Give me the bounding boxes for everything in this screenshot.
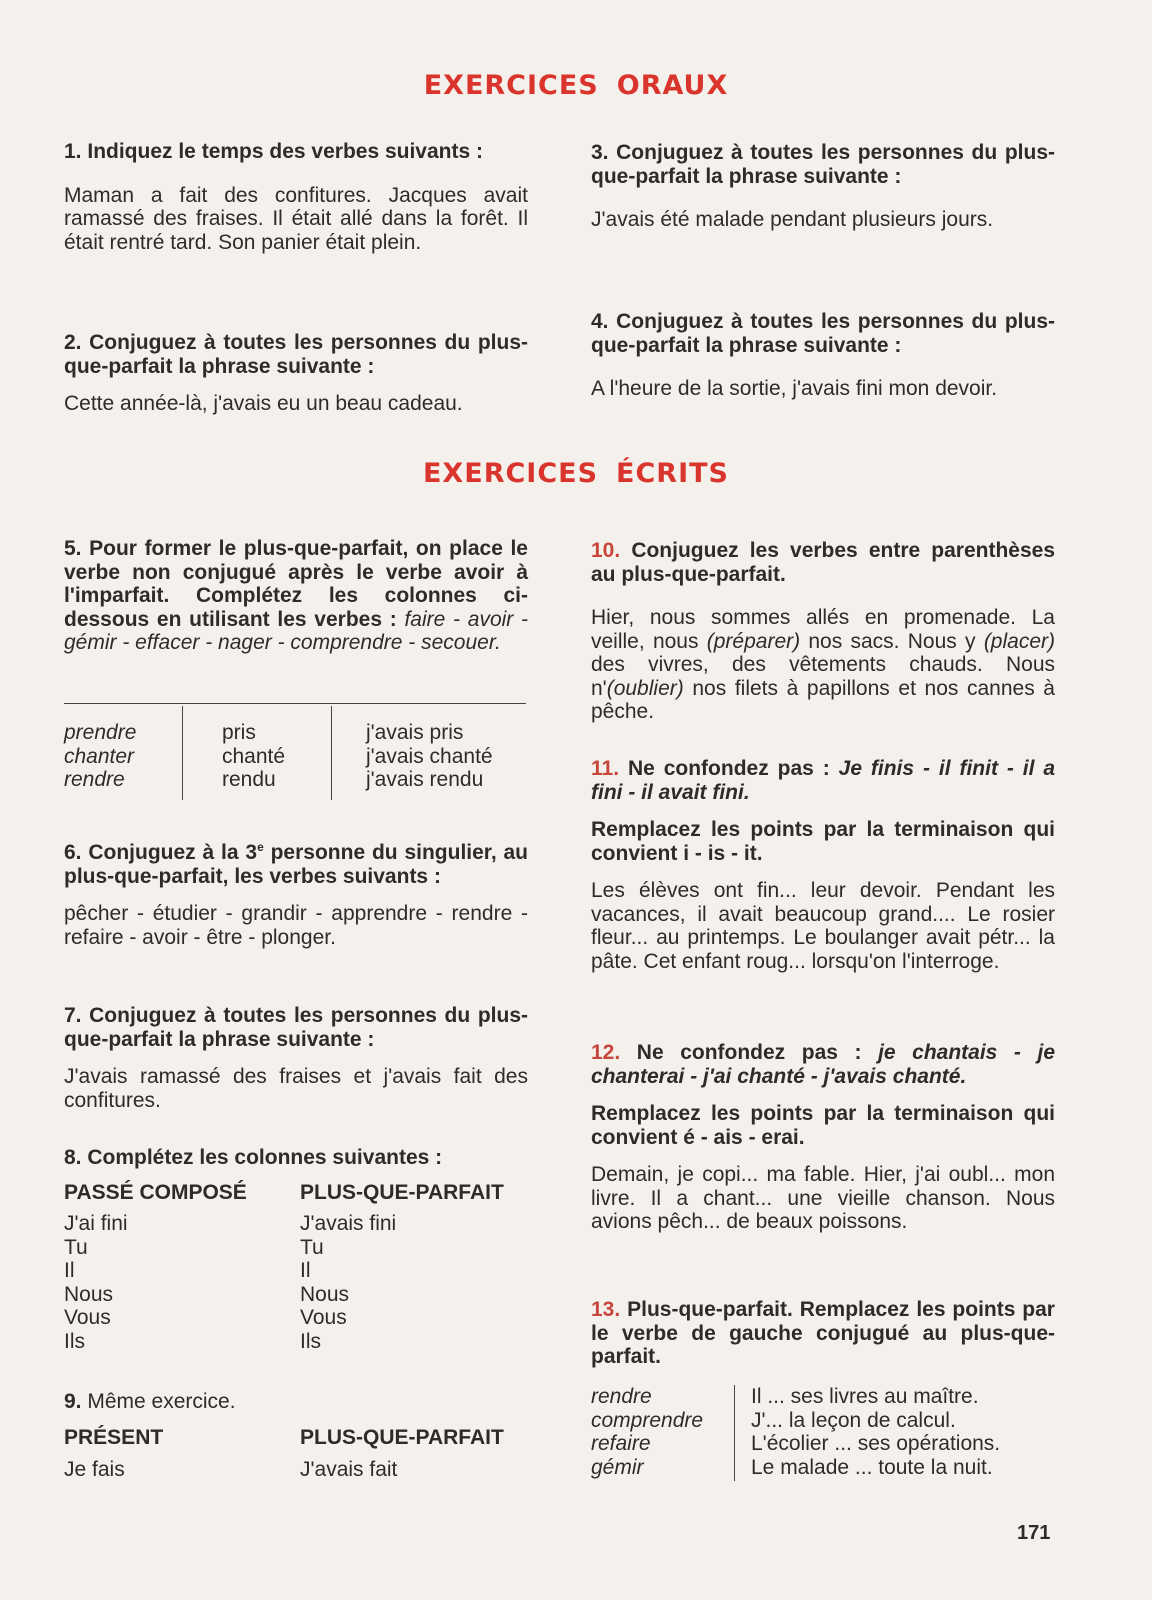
exercise-6 — [64, 836, 528, 949]
list-item: refaire — [591, 1432, 651, 1455]
heading-word: ORAUX — [616, 70, 729, 101]
exercise-title: Ne confondez pas : — [636, 1041, 862, 1064]
list-item: Tu — [64, 1235, 88, 1259]
exercise-title: Conjuguez à toutes les personnes du plus-que-parfait la phrase suivante : — [64, 331, 528, 378]
exercise-title: Conjuguez à la 3 — [88, 841, 258, 864]
text-run: des vivres, des vêtements chauds. Nous n' — [591, 653, 1055, 700]
list-item: L'écolier ... ses opérations. — [751, 1432, 1001, 1455]
exercise-number: 8. — [64, 1146, 82, 1169]
exercise-2 — [64, 331, 528, 416]
table-cell: rendu — [222, 768, 276, 791]
exercise-number: 1. — [64, 140, 82, 163]
exercise-5 — [64, 537, 528, 655]
exercise-text: Demain, je copi... ma fable. Hier, j'ai oubl... mon livre. Il a chant... une vieille chanson. Nous avions pêch... de beaux poissons. — [591, 1163, 1055, 1233]
text-run: nos sacs. Nous y — [800, 629, 984, 653]
exercise-title: Ne confondez pas : — [627, 757, 830, 780]
exercise-title: Indiquez le temps des verbes suivants : — [87, 140, 483, 163]
list-item: J'ai fini — [64, 1212, 128, 1235]
exercise-11 — [591, 757, 1055, 973]
divider — [64, 703, 526, 704]
exercise-subtitle-emphasis: i - is - it. — [683, 841, 763, 865]
list-item: rendre — [591, 1385, 652, 1408]
verb-hint: (préparer) — [706, 629, 801, 653]
exercise-text: pêcher - étudier - grandir - apprendre - rendre - refaire - avoir - être - plonger. — [64, 902, 528, 949]
exercise-title: Plus-que-parfait. Remplacez les points par le verbe de gauche conjugué au plus-que-parfait. — [591, 1298, 1055, 1368]
column-header: PLUS-QUE-PARFAIT — [300, 1181, 504, 1204]
list-item: Il ... ses livres au maître. — [751, 1385, 979, 1408]
table-cell: pris — [222, 721, 256, 744]
exercise-number: 13. — [591, 1298, 621, 1321]
exercise-number: 6. — [64, 841, 82, 864]
exercise-subtitle: Remplacez les points par la terminaison qui convient — [591, 818, 1055, 865]
exercise-text: J'avais été malade pendant plusieurs jours. — [591, 208, 994, 231]
page-number: 171 — [1017, 1522, 1051, 1544]
table-column-participles — [222, 721, 285, 792]
list-item: Il — [300, 1259, 311, 1282]
superscript: e — [257, 840, 264, 854]
list-item: Je fais — [64, 1458, 125, 1481]
verb-column — [591, 1385, 703, 1479]
list-item: J'avais fait — [300, 1458, 398, 1481]
exercise-number: 11. — [591, 757, 620, 780]
exercise-text — [591, 606, 1055, 724]
list-item: Vous — [64, 1306, 111, 1329]
exercise-subtitle-emphasis: é - ais - erai. — [683, 1125, 805, 1149]
exercise-text: A l'heure de la sortie, j'avais fini mon devoir. — [591, 377, 998, 400]
exercise-number: 12. — [591, 1041, 621, 1064]
verb-hint: (placer) — [983, 629, 1055, 653]
exercise-number: 2. — [64, 331, 82, 354]
list-item: comprendre — [591, 1408, 704, 1432]
heading-exercices-oraux — [0, 70, 1152, 101]
exercise-title: Même exercice. — [87, 1390, 236, 1413]
exercise-number: 4. — [591, 310, 609, 333]
exercise-number: 7. — [64, 1004, 82, 1027]
exercise-number: 10. — [591, 539, 621, 562]
column-header: PLUS-QUE-PARFAIT — [300, 1426, 504, 1449]
exercise-title-emphasis: je chantais - je chanterai - j'ai chanté - j'avais chanté. — [591, 1041, 1055, 1088]
exercise-title: Pour former le plus-que-parfait, on place le verbe non conjugué après le verbe avoir à l'imparfait. Complétez les colonnes ci-dessous en utilisant les verbes : — [64, 537, 528, 631]
list-item: Le malade ... toute la nuit. — [751, 1455, 993, 1479]
table-cell: j'avais chanté — [366, 744, 493, 768]
exercise-title-emphasis: Je finis - il finit - il a fini - il avait fini. — [591, 757, 1056, 804]
divider — [734, 1385, 735, 1481]
exercise-1 — [64, 140, 528, 254]
heading-word: ÉCRITS — [616, 458, 730, 489]
exercise-text: Cette année-là, j'avais eu un beau cadeau. — [64, 392, 463, 415]
text-run: Hier, nous sommes allés en promenade. La veille, nous — [591, 606, 1055, 653]
exercise-title: Conjuguez à toutes les personnes du plus-que-parfait la phrase suivante : — [591, 141, 1055, 188]
table-cell: prendre — [64, 721, 137, 744]
exercise-text: Maman a fait des confitures. Jacques avait ramassé des fraises. Il était allé dans la forêt. Il était rentré tard. Son panier était plein. — [64, 183, 528, 254]
table-cell: chanté — [222, 744, 286, 768]
exercise-12 — [591, 1041, 1055, 1234]
divider — [182, 706, 183, 800]
heading-word: EXERCICES — [423, 70, 599, 101]
exercise-title: personne du singulier, au plus-que-parfait, les verbes suivants : — [64, 841, 528, 888]
exercise-subtitle: Remplacez les points par la terminaison qui convient — [591, 1102, 1055, 1149]
verb-hint: (oublier) — [606, 676, 684, 700]
exercise-3 — [591, 141, 1055, 232]
column-header: PASSÉ COMPOSÉ — [64, 1181, 247, 1204]
exercise-number: 5. — [64, 537, 82, 560]
exercise-number: 3. — [591, 141, 609, 164]
list-item: J'avais fini — [300, 1212, 397, 1235]
verb-list: faire - avoir - gémir - effacer - nager - comprendre - secouer. — [64, 607, 528, 654]
exercise-title: Conjuguez à toutes les personnes du plus-que-parfait la phrase suivante : — [591, 310, 1055, 357]
list-item: gémir — [591, 1455, 644, 1479]
column-plus-que-parfait — [300, 1212, 396, 1353]
exercise-number: 9. — [64, 1390, 82, 1413]
table-column-infinitives — [64, 721, 136, 792]
column-passe-compose — [64, 1212, 128, 1353]
exercise-text: Les élèves ont fin... leur devoir. Pendant les vacances, il avait beaucoup grand.... Le rosier fleur... au printemps. Le boulanger avait pétr... la pâte. Cet enfant roug... lorsqu'on l'interroge. — [591, 879, 1055, 973]
table-column-plus-que-parfait — [366, 721, 493, 792]
sentence-column — [751, 1385, 1000, 1479]
exercise-13 — [591, 1298, 1055, 1369]
exercise-title: Complétez les colonnes suivantes : — [87, 1146, 443, 1169]
list-item: Tu — [300, 1235, 324, 1259]
table-cell: j'avais rendu — [366, 768, 484, 791]
heading-word: EXERCICES — [422, 458, 599, 489]
list-item: J'... la leçon de calcul. — [751, 1408, 956, 1432]
list-item: Vous — [300, 1306, 347, 1329]
list-item: Il — [64, 1259, 75, 1282]
table-cell: j'avais pris — [366, 721, 464, 744]
column-header: PRÉSENT — [64, 1426, 164, 1449]
exercise-4 — [591, 310, 1055, 401]
heading-exercices-ecrits — [0, 458, 1152, 489]
exercise-title: Conjuguez les verbes entre parenthèses au plus-que-parfait. — [591, 539, 1056, 586]
list-item: Nous — [64, 1282, 114, 1306]
table-cell: chanter — [64, 744, 135, 768]
divider — [331, 706, 332, 800]
exercise-10 — [591, 539, 1055, 724]
list-item: Ils — [64, 1329, 85, 1353]
list-item: Nous — [300, 1282, 350, 1306]
exercise-text: J'avais ramassé des fraises et j'avais fait des confitures. — [64, 1065, 528, 1112]
list-item: Ils — [300, 1329, 321, 1353]
text-run: nos filets à papillons et nos cannes à pêche. — [591, 676, 1055, 723]
table-cell: rendre — [64, 768, 125, 791]
exercise-8 — [64, 1146, 528, 1170]
exercise-9 — [64, 1390, 528, 1414]
exercise-title: Conjuguez à toutes les personnes du plus-que-parfait la phrase suivante : — [64, 1004, 528, 1051]
exercise-7 — [64, 1004, 528, 1112]
